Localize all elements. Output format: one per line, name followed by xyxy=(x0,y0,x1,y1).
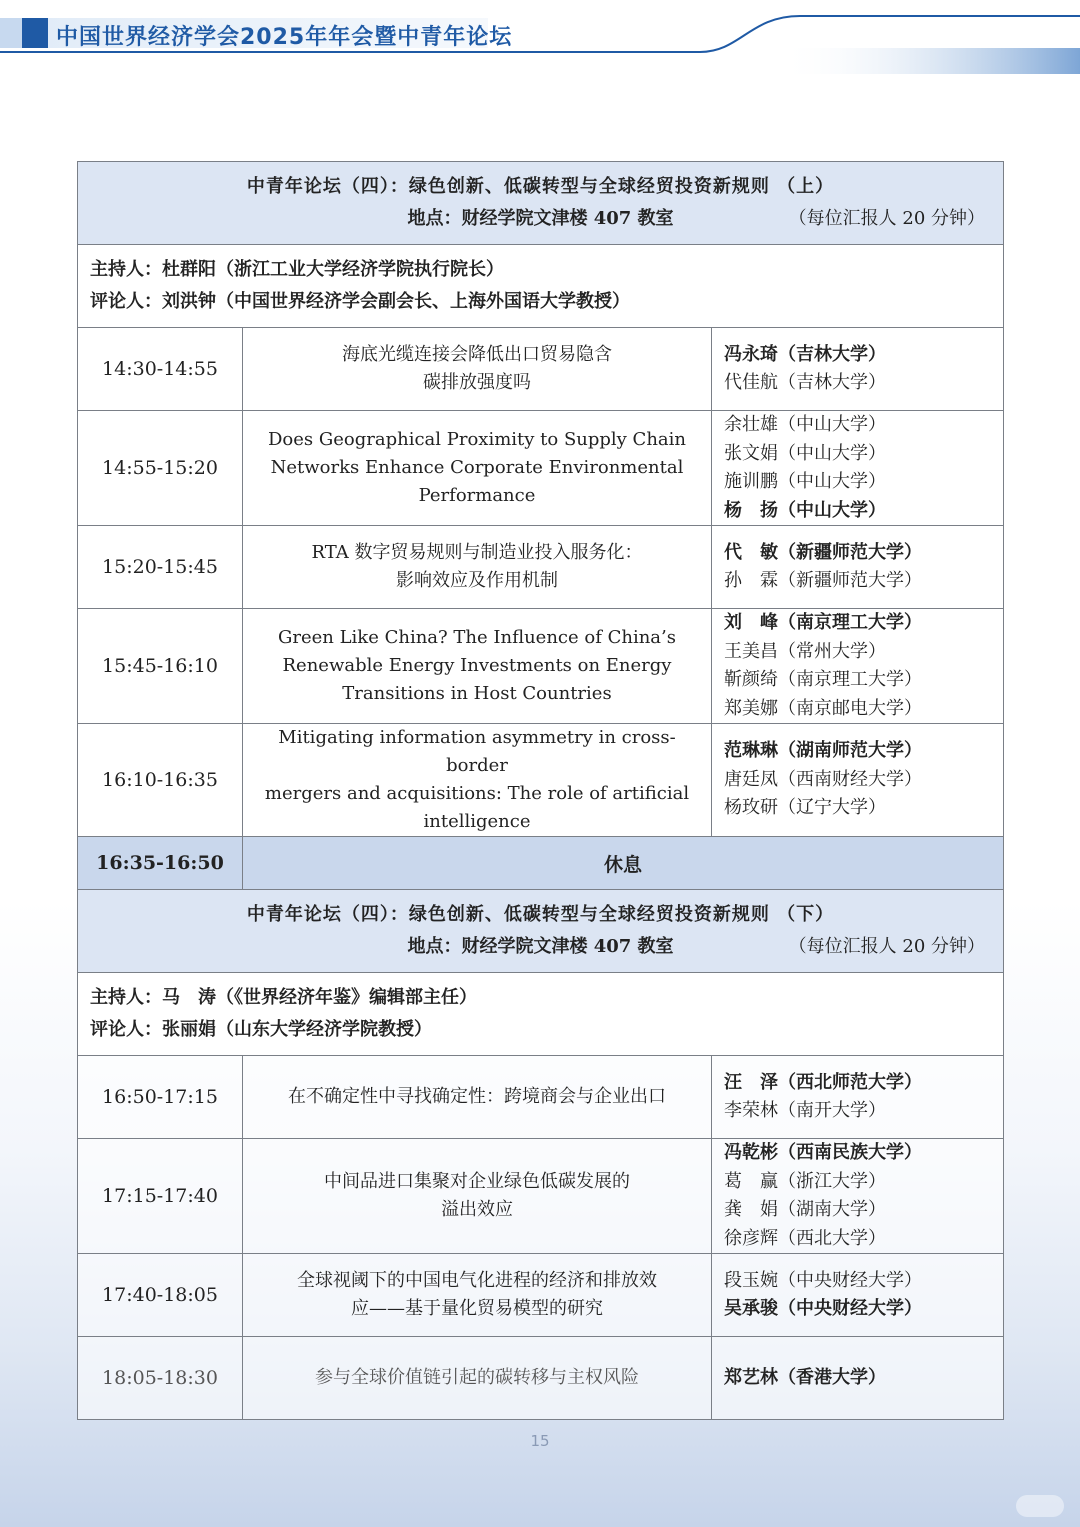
author: 冯乾彬（西南民族大学） xyxy=(724,1142,922,1163)
paper-title-line: 中间品进口集聚对企业绿色低碳发展的 xyxy=(324,1171,630,1192)
author: 郑美娜（南京邮电大学） xyxy=(724,697,922,719)
paper-title-line: Does Geographical Proximity to Supply Chain xyxy=(267,429,687,450)
paper-title xyxy=(243,1139,712,1254)
session-header-row xyxy=(78,162,1004,245)
paper-authors xyxy=(712,609,1004,724)
paper-row xyxy=(78,411,1004,526)
header-title: 中国世界经济学会2025年年会暨中青年论坛 xyxy=(56,25,513,50)
break-row xyxy=(78,837,1004,890)
paper-title-line: mergers and acquisitions: The role of artificial xyxy=(264,783,690,804)
paper-title xyxy=(243,609,712,724)
author: 李荣林（南开大学） xyxy=(724,1100,886,1121)
paper-time: 16:10-16:35 xyxy=(78,724,243,837)
author: 龚 娟（湖南大学） xyxy=(724,1199,886,1220)
host-info xyxy=(78,973,1004,1056)
author: 张文娟（中山大学） xyxy=(724,442,886,464)
host-name: 主持人：杜群阳（浙江工业大学经济学院执行院长） xyxy=(90,259,504,280)
paper-authors xyxy=(712,526,1004,609)
paper-title-line: 溢出效应 xyxy=(441,1199,513,1220)
program-table xyxy=(77,161,1004,1420)
session-header xyxy=(78,162,1004,245)
paper-title-line: 参与全球价值链引起的碳转移与主权风险 xyxy=(315,1367,639,1388)
paper-authors xyxy=(712,724,1004,837)
author: 冯永琦（吉林大学） xyxy=(724,343,886,365)
paper-title xyxy=(243,1337,712,1420)
author: 代 敏（新疆师范大学） xyxy=(724,541,922,563)
paper-title-line: Transitions in Host Countries xyxy=(342,683,612,704)
host-name: 主持人：马 涛（《世界经济年鉴》编辑部主任） xyxy=(90,987,477,1008)
session-title: 中青年论坛（四）：绿色创新、低碳转型与全球经贸投资新规则 （上） xyxy=(246,176,835,197)
discussant-name: 评论人：张丽娟（山东大学经济学院教授） xyxy=(90,1019,432,1040)
author: 杨 扬（中山大学） xyxy=(724,499,886,521)
author: 靳颜绮（南京理工大学） xyxy=(724,669,922,690)
paper-row xyxy=(78,1337,1004,1420)
author: 徐彦辉（西北大学） xyxy=(724,1227,886,1249)
paper-title-line: 海底光缆连接会降低出口贸易隐含 xyxy=(342,344,612,365)
paper-authors xyxy=(712,328,1004,411)
author: 葛 赢（浙江大学） xyxy=(724,1170,886,1192)
page-header xyxy=(0,0,1080,80)
discussant-name: 评论人：刘洪钟（中国世界经济学会副会长、上海外国语大学教授） xyxy=(90,291,630,312)
paper-title xyxy=(243,411,712,526)
break-label: 休息 xyxy=(243,837,1004,890)
session-location: 地点：财经学院文津楼 407 教室 xyxy=(407,936,674,957)
author: 孙 霖（新疆师范大学） xyxy=(724,570,922,591)
author: 刘 峰（南京理工大学） xyxy=(724,612,922,633)
page-number: 15 xyxy=(530,1432,550,1450)
paper-time: 14:30-14:55 xyxy=(78,328,243,411)
session-location: 地点：财经学院文津楼 407 教室 xyxy=(407,208,674,229)
paper-title xyxy=(243,724,712,837)
paper-authors xyxy=(712,1254,1004,1337)
paper-row xyxy=(78,1139,1004,1254)
paper-time: 15:45-16:10 xyxy=(78,609,243,724)
author: 吴承骏（中央财经大学） xyxy=(724,1298,922,1319)
paper-title-line: Performance xyxy=(418,485,536,506)
paper-title-line: 影响效应及作用机制 xyxy=(396,570,558,591)
paper-authors xyxy=(712,411,1004,526)
paper-row xyxy=(78,609,1004,724)
paper-title-line: 全球视阈下的中国电气化进程的经济和排放效 xyxy=(297,1270,657,1291)
session-note: （每位汇报人 20 分钟） xyxy=(788,208,986,229)
session-header xyxy=(78,890,1004,973)
paper-title-line: Renewable Energy Investments on Energy xyxy=(282,655,672,676)
session-note: （每位汇报人 20 分钟） xyxy=(788,936,986,957)
paper-row xyxy=(78,328,1004,411)
author: 郑艺林（香港大学） xyxy=(724,1366,886,1388)
paper-title xyxy=(243,328,712,411)
author: 汪 泽（西北师范大学） xyxy=(724,1071,922,1093)
paper-time: 17:15-17:40 xyxy=(78,1139,243,1254)
paper-title-line: 碳排放强度吗 xyxy=(423,372,531,393)
paper-title-line: RTA 数字贸易规则与制造业投入服务化： xyxy=(311,542,643,563)
host-row xyxy=(78,973,1004,1056)
paper-row xyxy=(78,1056,1004,1139)
paper-title-line: Mitigating information asymmetry in cross-border xyxy=(278,727,676,776)
paper-row xyxy=(78,526,1004,609)
paper-title-line: 应——基于量化贸易模型的研究 xyxy=(351,1298,603,1319)
author: 代佳航（吉林大学） xyxy=(724,372,886,393)
paper-time: 17:40-18:05 xyxy=(78,1254,243,1337)
host-info xyxy=(78,245,1004,328)
paper-row xyxy=(78,1254,1004,1337)
paper-time: 15:20-15:45 xyxy=(78,526,243,609)
paper-title-line: intelligence xyxy=(423,811,531,832)
session-location-line xyxy=(78,203,1003,235)
paper-title xyxy=(243,1254,712,1337)
paper-title-line: Networks Enhance Corporate Environmental xyxy=(270,457,684,478)
paper-title-line: 在不确定性中寻找确定性：跨境商会与企业出口 xyxy=(288,1086,666,1107)
session-location-line xyxy=(78,931,1003,963)
session-title: 中青年论坛（四）：绿色创新、低碳转型与全球经贸投资新规则 （下） xyxy=(246,904,835,925)
paper-authors xyxy=(712,1139,1004,1254)
paper-title xyxy=(243,1056,712,1139)
paper-row xyxy=(78,724,1004,837)
author: 段玉婉（中央财经大学） xyxy=(724,1269,922,1291)
paper-title-line: Green Like China? The Influence of China’s xyxy=(277,627,676,648)
author: 唐廷凤（西南财经大学） xyxy=(724,768,922,790)
paper-authors xyxy=(712,1337,1004,1420)
author: 范琳琳（湖南师范大学） xyxy=(724,740,922,762)
host-row xyxy=(78,245,1004,328)
author: 杨玫研（辽宁大学） xyxy=(724,797,886,819)
paper-authors xyxy=(712,1056,1004,1139)
paper-title xyxy=(243,526,712,609)
paper-time: 18:05-18:30 xyxy=(78,1337,243,1420)
session-header-row xyxy=(78,890,1004,973)
break-time: 16:35-16:50 xyxy=(78,837,243,890)
paper-time: 14:55-15:20 xyxy=(78,411,243,526)
author: 施训鹏（中山大学） xyxy=(724,471,886,492)
author: 王美昌（常州大学） xyxy=(724,640,886,662)
watermark xyxy=(1016,1495,1064,1517)
author: 余壮雄（中山大学） xyxy=(724,414,886,435)
paper-time: 16:50-17:15 xyxy=(78,1056,243,1139)
